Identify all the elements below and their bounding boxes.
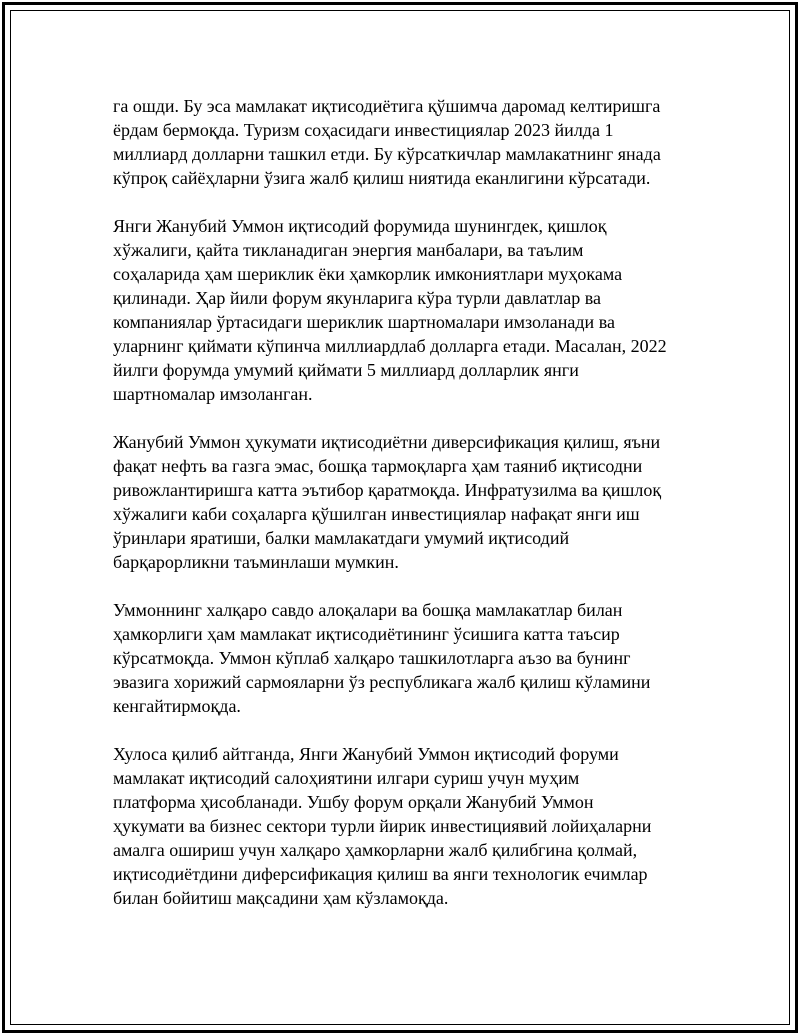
paragraph-4: Уммоннинг халқаро савдо алоқалари ва бошқа мамлакатлар билан ҳамкорлиги ҳам мамлакат иқтисодиётининг ўсишига катта таъсир кўрсатмоқда. Уммон кўплаб халқаро ташкилотларга аъзо ва бунинг эвазига хорижий сармояларни ўз республикага жалб қилиш кўламини кенгайтирмоқда. — [113, 600, 651, 716]
paragraph-5: Хулоса қилиб айтганда, Янги Жанубий Уммон иқтисодий форуми мамлакат иқтисодий салоҳиятини илгари суриш учун муҳим платформа ҳисобланади. Ушбу форум орқали Жанубий Уммон ҳукумати ва бизнес сектори турли йирик инвестициявий лойиҳаларни амалга ошириш учун халқаро ҳамкорларни жалб қилибгина қолмай, иқтисодиётдини диферсификация қилиш ва янги технологик ечимлар билан бойитиш мақсадини ҳам кўзламоқда. — [113, 744, 652, 908]
paragraph-1: га ошди. Бу эса мамлакат иқтисодиётига қўшимча даромад келтиришга ёрдам бермоқда. Туризм соҳасидаги инвестициялар 2023 йилда 1 миллиард долларни ташкил етди. Бу кўрсаткичлар мамлакатнинг янада кўпроқ сайёҳларни ўзига жалб қилиш ниятида еканлигини кўрсатади. — [113, 96, 661, 188]
paragraph-2: Янги Жанубий Уммон иқтисодий форумида шунингдек, қишлоқ хўжалиги, қайта тикланадиган энергия манбалари, ва таълим соҳаларида ҳам шериклик ёки ҳамкорлик имкониятлари муҳокама қилинади. Ҳар йили форум якунларига кўра турли давлатлар ва компаниялар ўртасидаги шериклик шартномалари имзоланади ва уларнинг қиймати кўпинча миллиардлаб долларга етади. Масалан, 2022 йилги форумда умумий қиймати 5 миллиард долларлик янги шартномалар имзоланган. — [113, 216, 667, 404]
paragraph-3: Жанубий Уммон ҳукумати иқтисодиётни диверсификация қилиш, яъни фақат нефть ва газга эмас, бошқа тармоқларга ҳам таяниб иқтисодни ривожлантиришга катта эътибор қаратмоқда. Инфратузилма ва қишлоқ хўжалиги каби соҳаларга қўшилган инвестициялар нафақат янги иш ўринлари яратиши, балки мамлакатдаги умумий иқтисодий барқарорликни таъминлаши мумкин. — [113, 432, 662, 572]
document-body — [113, 94, 713, 934]
